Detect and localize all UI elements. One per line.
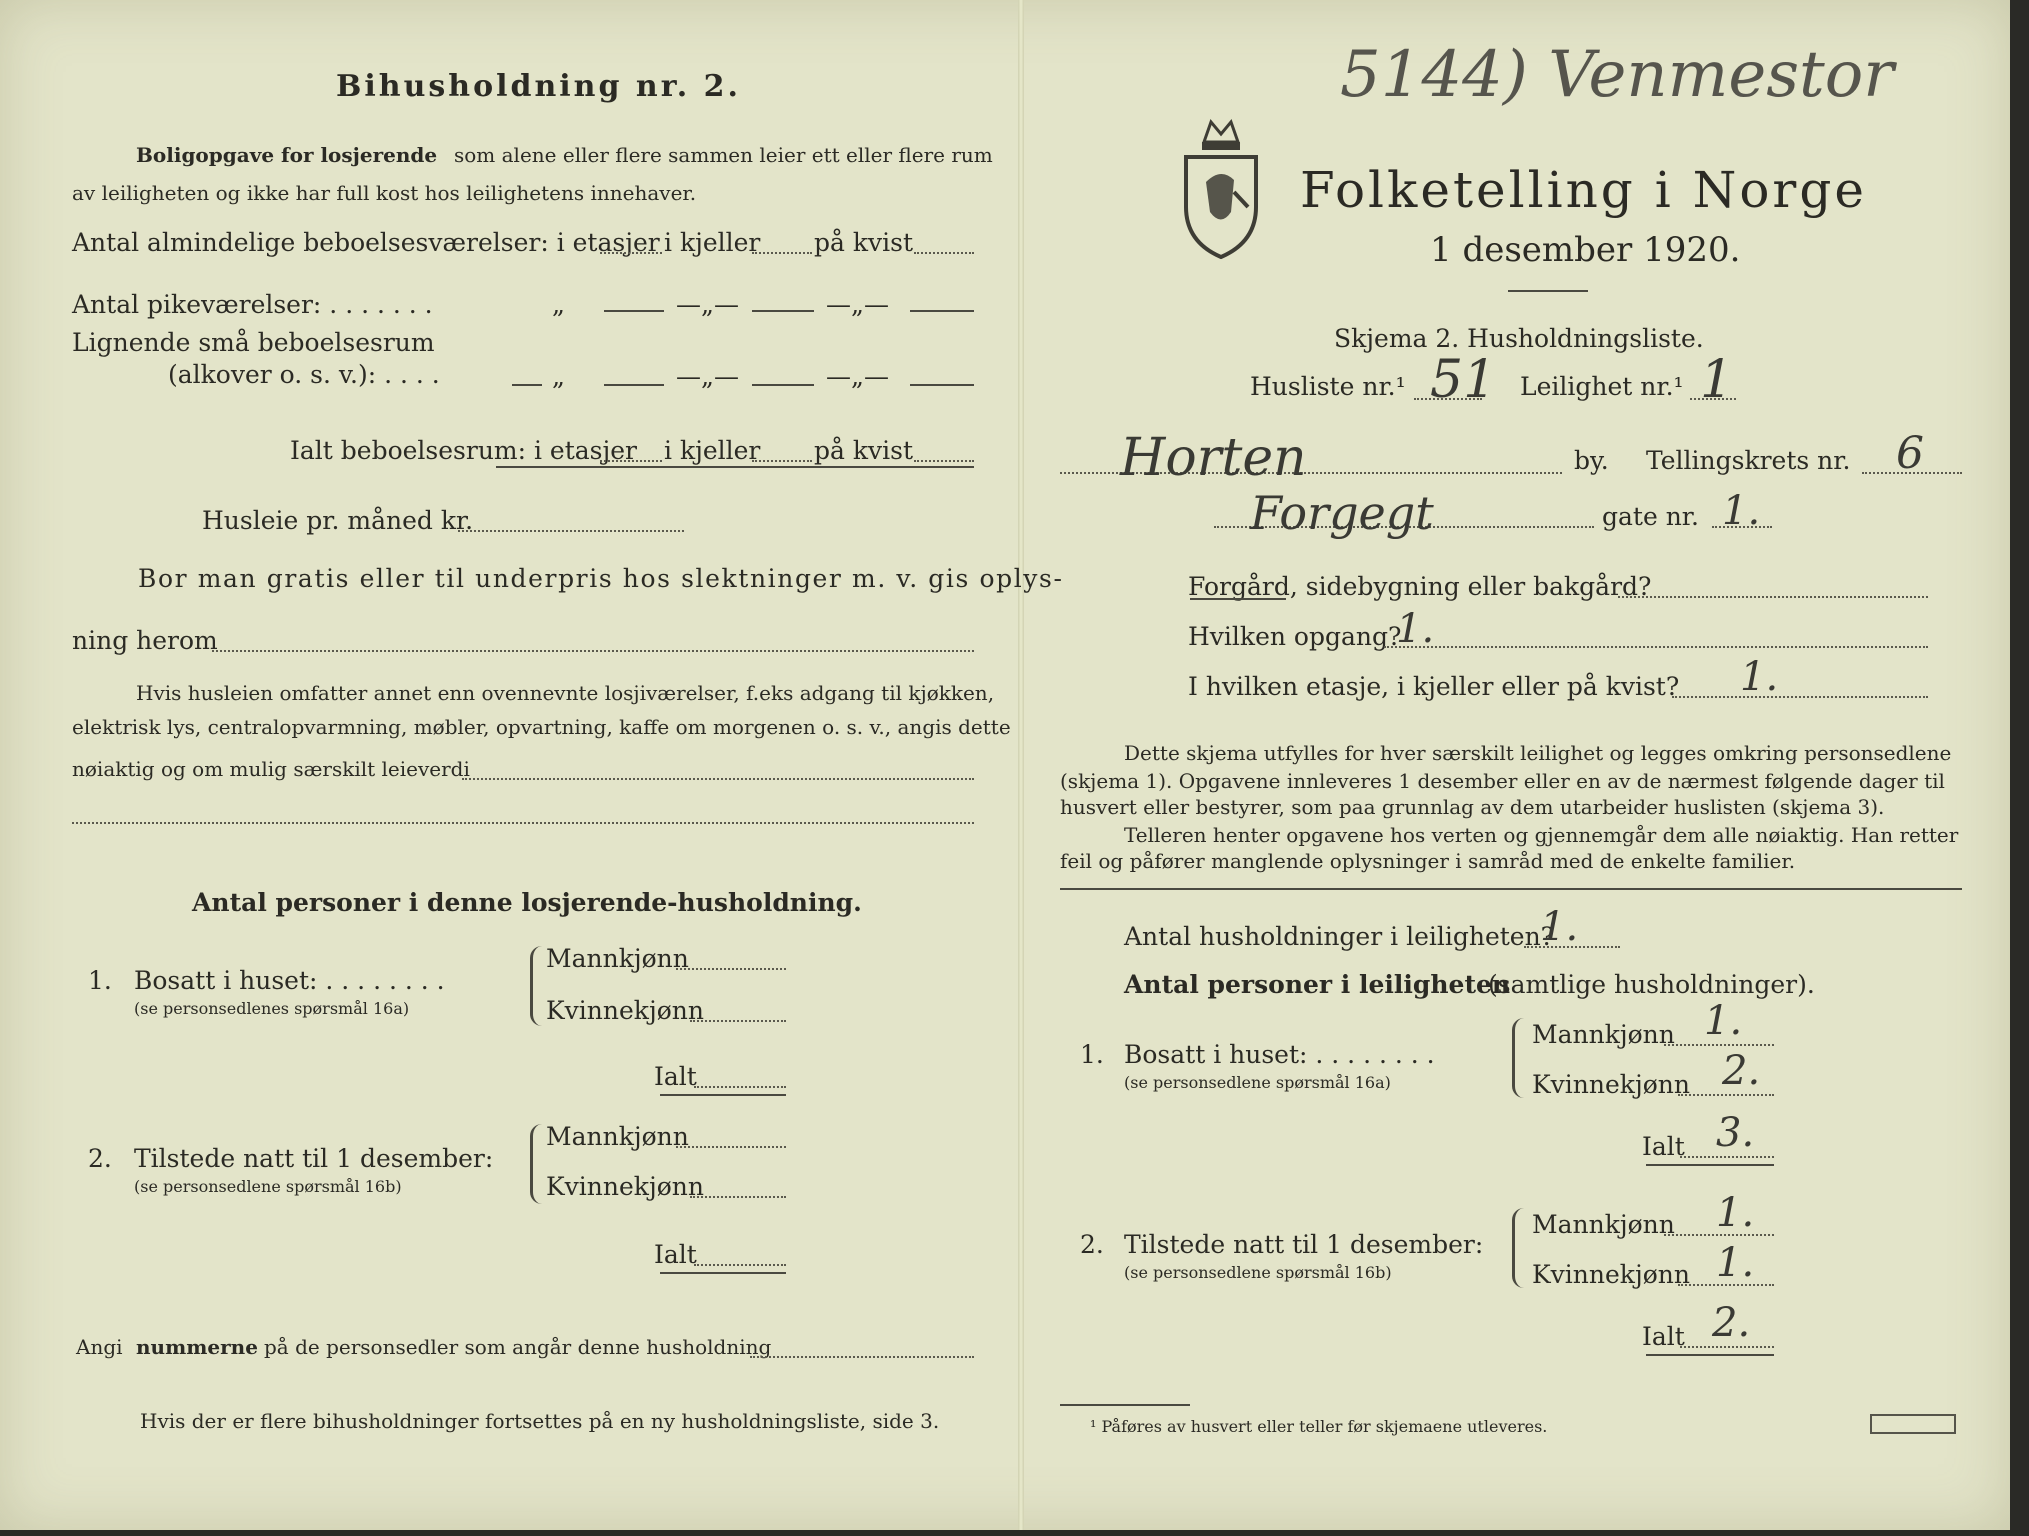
etasje-value: 1. [1740,654,1779,700]
gate-nr-label: gate nr. [1602,502,1699,531]
left-b1-kvinne-label: Kvinnekjønn [546,996,704,1025]
printer-stamp [1870,1414,1956,1434]
opgang-label: Hvilken opgang? [1188,622,1402,651]
right-b1-ialt-label: Ialt [1642,1132,1685,1161]
field-husleie[interactable] [458,530,684,532]
row-ialt-beboelsesrum: Ialt beboelsesrum: i etasjer [290,436,638,465]
footnote-rule [1060,1404,1190,1406]
field-right-b1-mann[interactable] [1664,1044,1774,1046]
angi-bold: nummerne [136,1335,258,1359]
right-b2-mann-value: 1. [1716,1190,1755,1236]
field-ialt-etasjer[interactable] [600,460,662,462]
right-date: 1 desember 1920. [1430,230,1741,270]
handwritten-header: 5144) Venmestor [1340,38,1894,112]
instr-line4: Telleren henter opgavene hos verten og gjennemgår dem alle nøiaktig. Han retter [1124,823,1959,847]
field-lign-kvist[interactable] [910,384,974,386]
field-right-b2-ialt[interactable] [1680,1346,1774,1348]
intro-line2: av leiligheten og ikke har full kost hos leilighetens innehaver. [72,181,697,205]
left-b1-num: 1. [88,966,112,995]
right-b2-ialt-label: Ialt [1642,1322,1685,1351]
right-b2-brace [1512,1208,1527,1288]
field-pike-kvist[interactable] [910,310,974,312]
skjema-label: Skjema 2. Husholdningsliste. [1334,324,1704,353]
sum-rule [496,466,974,468]
right-b1-num: 1. [1080,1040,1104,1069]
gate-value: Forgegt [1250,486,1434,540]
right-b1-kvinne-label: Kvinnekjønn [1532,1070,1690,1099]
gratis-line1: Bor man gratis eller til underpris hos slektninger m. v. gis oplys- [138,564,1064,593]
gate-nr-value: 1. [1722,488,1761,534]
intro-bold: Boligopgave for losjerende [136,143,438,167]
field-leieverdi[interactable] [462,778,974,780]
field-left-b2-kvinne[interactable] [690,1196,786,1198]
left-b2-sum-rule [660,1272,786,1274]
right-persons-rest: (samtlige husholdninger). [1488,970,1815,999]
field-left-b1-ialt[interactable] [694,1086,786,1088]
right-b2-ialt-value: 2. [1712,1300,1751,1346]
intro-line1: som alene eller flere sammen leier ett eller flere rum [454,143,993,167]
field-lign-etasjer[interactable] [604,384,664,386]
row-pikevaerelser: Antal pikeværelser: . . . . . . . [72,290,433,319]
antal-hush-label: Antal husholdninger i leiligheten? [1124,922,1555,951]
norway-coat-of-arms-icon [1176,112,1266,262]
field-left-b1-kvinne[interactable] [690,1020,786,1022]
left-b2-mann-label: Mannkjønn [546,1122,689,1151]
opgang-value: 1. [1396,606,1435,652]
angi-post: på de personsedler som angår denne husholdning [264,1335,772,1359]
field-right-b1-kvinne[interactable] [1678,1094,1774,1096]
right-b2-label: Tilstede natt til 1 desember: [1124,1230,1484,1259]
note-line3: nøiaktig og om mulig særskilt leieverdi [72,757,470,781]
field-left-b2-ialt[interactable] [694,1264,786,1266]
left-b2-brace [530,1124,545,1204]
forgard-underline [1190,598,1286,600]
field-opgang[interactable] [1384,646,1928,648]
left-b1-label: Bosatt i huset: . . . . . . . . [134,966,445,995]
footnote: ¹ Påføres av husvert eller teller før skjemaene utleveres. [1090,1417,1548,1436]
instr-rule [1060,888,1962,890]
left-persons-heading: Antal personer i denne losjerende-husholdning. [192,888,862,917]
by-value: Horten [1120,428,1307,488]
field-angi-nummerne[interactable] [750,1356,974,1358]
right-b2-num: 2. [1080,1230,1104,1259]
tellingskrets-label: Tellingskrets nr. [1646,446,1851,475]
dash-mark: —„— [676,362,739,391]
left-b2-kvinne-label: Kvinnekjønn [546,1172,704,1201]
title-rule [1508,290,1588,292]
field-pike-kjeller[interactable] [752,310,814,312]
left-b2-label: Tilstede natt til 1 desember: [134,1144,494,1173]
field-alm-etasjer[interactable] [600,252,662,254]
dash-mark: —„— [826,290,889,319]
husliste-value: 51 [1430,350,1497,410]
husleie-label: Husleie pr. måned kr. [202,506,474,535]
instr-line5: feil og påfører manglende oplysninger i samråd med de enkelte familier. [1060,849,1796,873]
pa-kvist-label: på kvist [814,436,913,465]
i-kjeller-label: i kjeller [664,228,761,257]
dash-mark: —„— [676,290,739,319]
leilighet-label: Leilighet nr.¹ [1520,372,1684,401]
field-lign-kjeller[interactable] [752,384,814,386]
i-kjeller-label: i kjeller [664,436,761,465]
forgard-question: Forgård, sidebygning eller bakgård? [1188,572,1652,601]
angi-pre: Angi [76,1335,123,1359]
left-title: Bihusholdning nr. 2. [336,69,741,104]
tellingskrets-value: 6 [1896,428,1924,479]
by-label: by. [1574,446,1609,475]
row-almindelige: Antal almindelige beboelsesværelser: i etasjer [72,228,660,257]
note-line1: Hvis husleien omfatter annet enn ovennevnte losjiværelser, f.eks adgang til kjøkken, [136,681,995,705]
left-b1-sub: (se personsedlenes spørsmål 16a) [134,999,410,1018]
field-left-b2-mann[interactable] [676,1146,786,1148]
field-alm-kjeller[interactable] [752,252,812,254]
husliste-label: Husliste nr.¹ [1250,372,1406,401]
left-bottom-note: Hvis der er flere bihusholdninger fortsettes på en ny husholdningsliste, side 3. [140,1409,940,1433]
left-b2-num: 2. [88,1144,112,1173]
right-persons-bold: Antal personer i leiligheten [1124,970,1511,999]
quote-mark: „ [552,362,565,391]
right-b2-sub: (se personsedlene spørsmål 16b) [1124,1263,1392,1282]
quote-mark: „ [552,290,565,319]
right-b1-brace [1512,1018,1527,1098]
field-right-b1-ialt[interactable] [1680,1156,1774,1158]
row-lignende-1: Lignende små beboelsesrum [72,328,435,357]
right-b1-kvinne-value: 2. [1722,1048,1761,1094]
left-b1-mann-label: Mannkjønn [546,944,689,973]
right-b1-label: Bosatt i huset: . . . . . . . . [1124,1040,1435,1069]
right-b2-kvinne-value: 1. [1716,1240,1755,1286]
instr-line3: husvert eller bestyrer, som paa grunnlag av dem utarbeider huslisten (skjema 3). [1060,795,1885,819]
field-pike-etasjer[interactable] [604,310,664,312]
left-b2-ialt-label: Ialt [654,1240,697,1269]
field-forgard[interactable] [1618,596,1928,598]
page-fold [1018,0,1024,1530]
field-ialt-kvist[interactable] [914,460,974,462]
row-lignende-2: (alkover o. s. v.): . . . . [168,360,440,389]
right-b2-sum-rule [1646,1354,1774,1356]
right-b2-kvinne-label: Kvinnekjønn [1532,1260,1690,1289]
field-ialt-kjeller[interactable] [752,460,812,462]
pa-kvist-label: på kvist [814,228,913,257]
right-b1-sub: (se personsedlene spørsmål 16a) [1124,1073,1391,1092]
field-alm-kvist[interactable] [914,252,974,254]
etasje-label: I hvilken etasje, i kjeller eller på kvist? [1188,672,1680,701]
dash-mark: —„— [826,362,889,391]
antal-hush-value: 1. [1540,904,1579,950]
field-leieverdi-2[interactable] [72,822,974,824]
instr-line2: (skjema 1). Opgavene innleveres 1 desember eller en av de nærmest følgende dager til [1060,769,1945,793]
right-b1-mann-label: Mannkjønn [1532,1020,1675,1049]
left-b1-ialt-label: Ialt [654,1062,697,1091]
field-gratis[interactable] [212,650,974,652]
field-left-b1-mann[interactable] [676,968,786,970]
left-b2-sub: (se personsedlene spørsmål 16b) [134,1177,402,1196]
gratis-line2: ning herom [72,626,218,655]
right-b2-mann-label: Mannkjønn [1532,1210,1675,1239]
note-line2: elektrisk lys, centralopvarmning, møbler, opvartning, kaffe om morgenen o. s. v., angis dette [72,715,1011,739]
field-etasje[interactable] [1672,696,1928,698]
leilighet-value: 1 [1700,350,1734,410]
left-b1-sum-rule [660,1094,786,1096]
right-b1-mann-value: 1. [1704,998,1743,1044]
right-b1-ialt-value: 3. [1716,1110,1755,1156]
right-b1-sum-rule [1646,1164,1774,1166]
instr-line1: Dette skjema utfylles for hver særskilt leilighet og legges omkring personsedlene [1124,741,1952,765]
field-lign-lead [512,384,542,386]
right-title: Folketelling i Norge [1300,161,1867,219]
left-b1-brace [530,946,545,1026]
